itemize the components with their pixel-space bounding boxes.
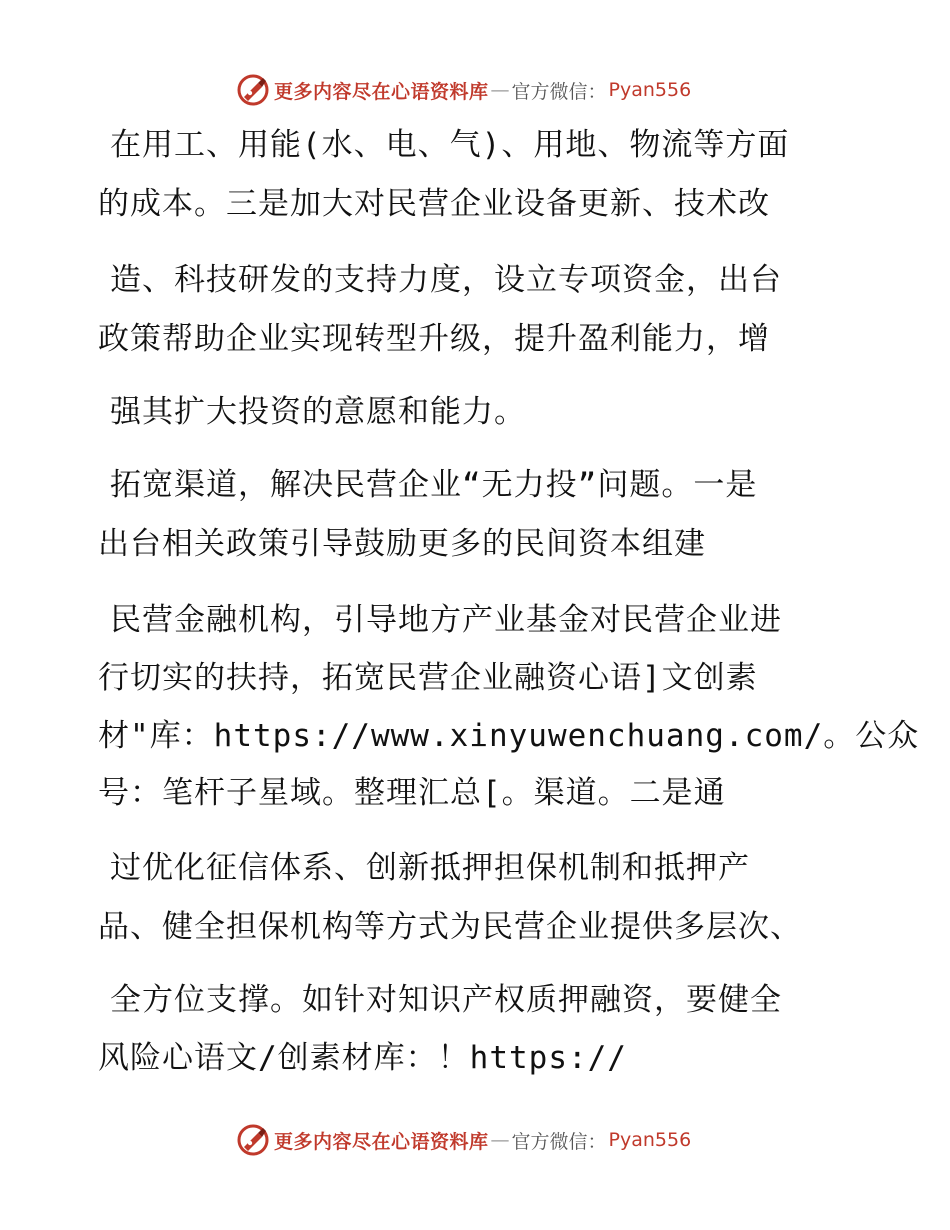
body-line: 的成本。三是加大对民营企业设备更新、技术改 xyxy=(98,186,770,222)
body-line: 品、健全担保机构等方式为民营企业提供多层次、 xyxy=(98,909,802,945)
body-line: 风险心语文/创素材库：！https:// xyxy=(98,1040,627,1076)
body-line: 号：笔杆子星域。整理汇总[。渠道。二是通 xyxy=(98,775,726,811)
body-line: 过优化征信体系、创新抵押担保机制和抵押产 xyxy=(110,850,750,886)
body-line: 强其扩大投资的意愿和能力。 xyxy=(110,394,526,430)
body-line: 民营金融机构，引导地方产业基金对民营企业进 xyxy=(110,602,782,638)
header-wechat-id: Pyan556 xyxy=(608,79,692,101)
header-banner xyxy=(236,73,691,107)
body-line: 行切实的扶持，拓宽民营企业融资心语]文创素 xyxy=(98,660,758,696)
footer-wechat-label: 官方微信： xyxy=(511,1130,607,1153)
body-line: 拓宽渠道，解决民营企业“无力投”问题。一是 xyxy=(110,467,758,503)
body-line: 材"库：https://www.xinyuwenchuang.com/。公众 xyxy=(98,718,920,754)
header-title: 更多内容尽在心语资料库 xyxy=(274,80,489,103)
logo-icon xyxy=(236,1123,270,1157)
header-dash: — xyxy=(490,79,510,101)
body-line: 出台相关政策引导鼓励更多的民间资本组建 xyxy=(98,526,706,562)
footer-banner xyxy=(236,1123,691,1157)
logo-icon xyxy=(236,73,270,107)
header-wechat-label: 官方微信： xyxy=(511,80,607,103)
footer-dash: — xyxy=(490,1129,510,1151)
body-line: 在用工、用能(水、电、气)、用地、物流等方面 xyxy=(110,127,790,163)
footer-title: 更多内容尽在心语资料库 xyxy=(274,1130,489,1153)
footer-wechat-id: Pyan556 xyxy=(608,1129,692,1151)
body-line: 造、科技研发的支持力度，设立专项资金，出台 xyxy=(110,262,782,298)
body-line: 全方位支撑。如针对知识产权质押融资，要健全 xyxy=(110,982,782,1018)
body-line: 政策帮助企业实现转型升级，提升盈利能力，增 xyxy=(98,321,770,357)
